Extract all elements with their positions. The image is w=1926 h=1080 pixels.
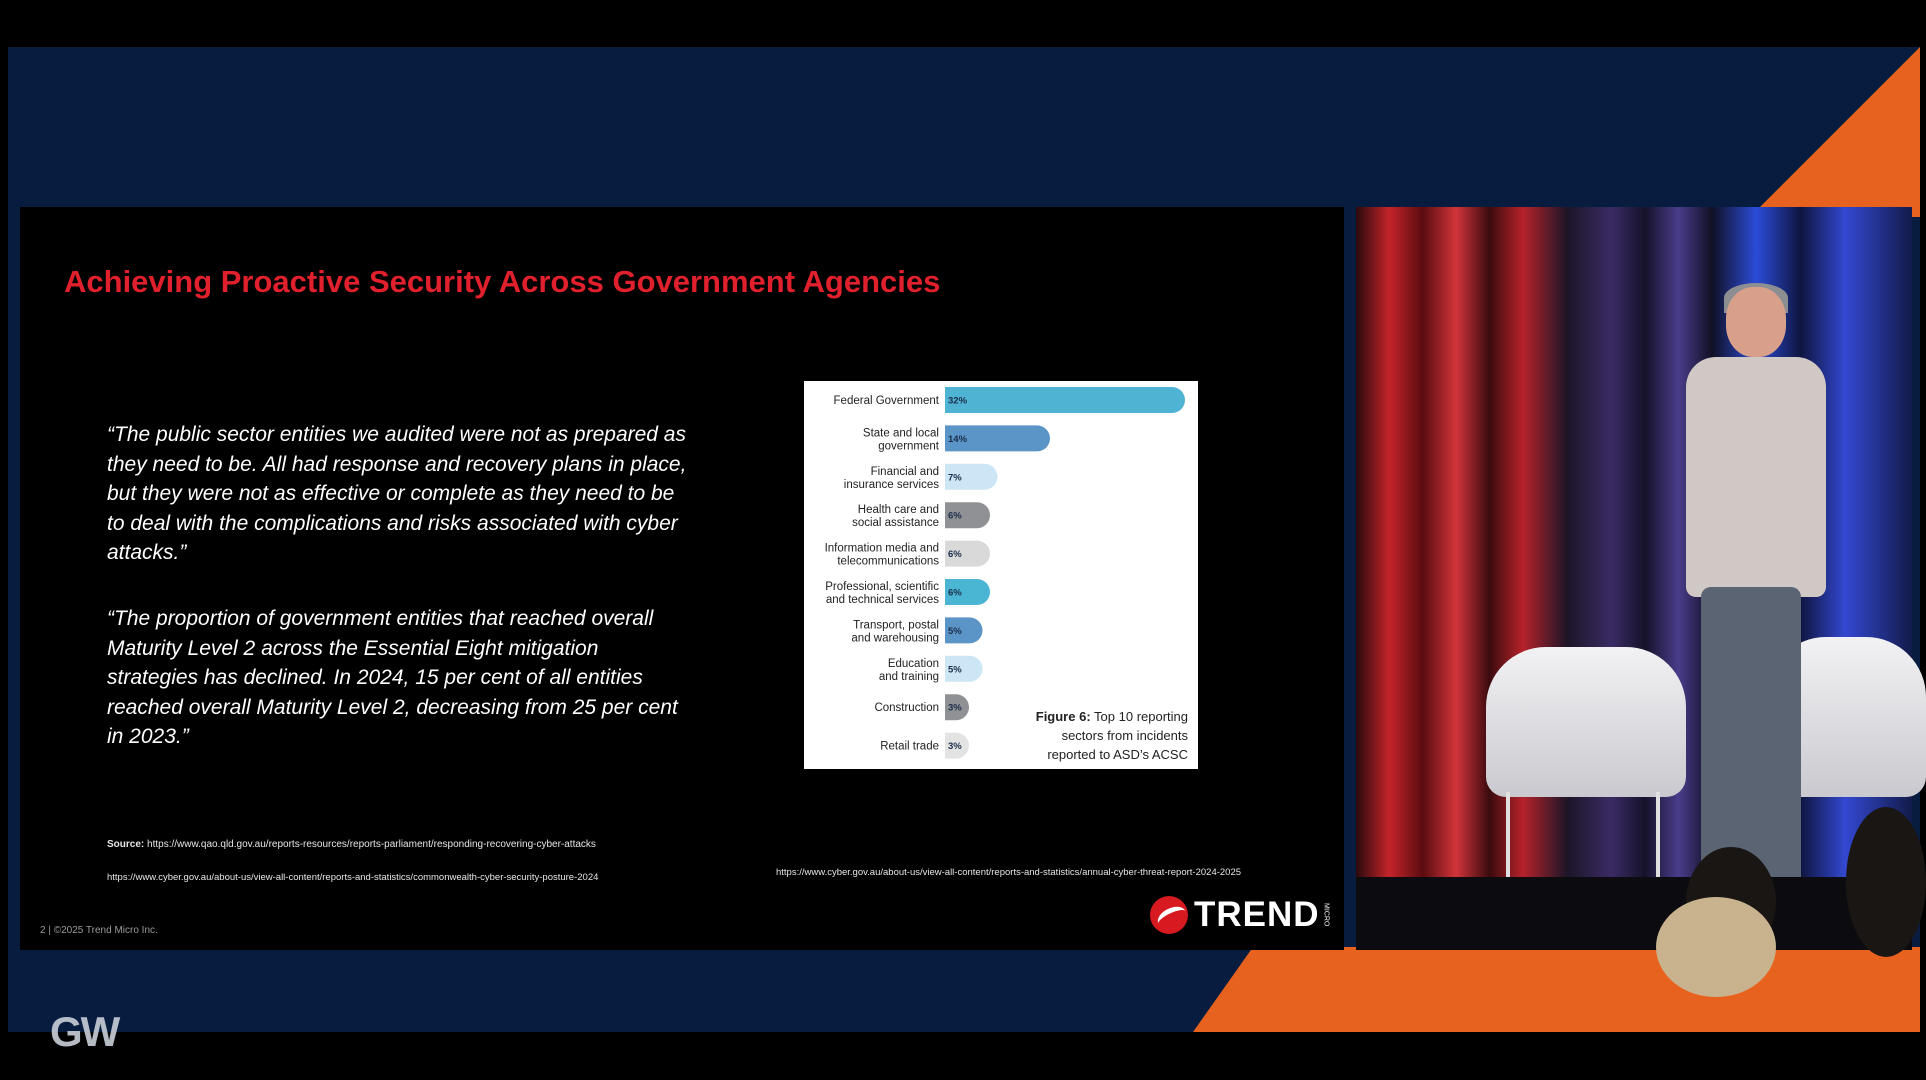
orange-accent-top <box>1750 47 1920 217</box>
quote-1: “The public sector entities we audited were not as prepared as they need to be. All had response and recovery plans in place, but they were not as effective or complete as they need to be to deal with the complications and risks associated with cyber attacks.” <box>107 423 687 564</box>
chart-value-label: 14% <box>948 433 968 445</box>
chart-value-label: 32% <box>948 395 968 407</box>
chart-value-label: 6% <box>948 510 962 522</box>
trend-logo-icon <box>1150 896 1188 934</box>
stage-floor <box>1356 877 1912 950</box>
quote-2: “The proportion of government entities that reached overall Maturity Level 2 across the Essential Eight mitigation strategies has declined. In 2024, 15 per cent of all entities reached overall Maturity Level 2, decreasing from 25 per cent in 2023.” <box>107 607 678 748</box>
audience-head-3 <box>1846 807 1926 957</box>
figure-caption-label: Figure 6: <box>1035 709 1091 724</box>
source-line-1 <box>107 839 596 850</box>
chart-bar <box>945 387 1185 413</box>
slide-title: Achieving Proactive Security Across Government Agencies <box>64 264 941 299</box>
chart-value-label: 5% <box>948 664 962 676</box>
chart-figure <box>804 381 1198 769</box>
chart-value-label: 5% <box>948 625 962 637</box>
chart-category-label: Retail trade <box>880 740 939 753</box>
orange-accent-bottom <box>1193 947 1920 1032</box>
chart-category-label: Financial and insurance services <box>843 465 939 491</box>
event-logo-partial: GW <box>50 1008 119 1055</box>
chart-category-label: State and local government <box>862 427 939 453</box>
figure-caption-line3: reported to ASD’s ACSC <box>1047 747 1188 762</box>
source-link-cyber-threat[interactable]: https://www.cyber.gov.au/about-us/view-all-content/reports-and-statistics/annual-cyber-threat-report-2024-2025 <box>776 867 1242 878</box>
chart-value-label: 6% <box>948 587 962 599</box>
chart-category-label: Federal Government <box>833 395 939 407</box>
logo-micro-text: MICRO <box>1322 903 1330 927</box>
figure-caption-line2: sectors from incidents <box>1061 728 1188 743</box>
chart-category-label: Health care and social assistance <box>852 504 939 530</box>
chart-category-label: Transport, postal and warehousing <box>851 619 939 645</box>
chart-category-label: Education and training <box>878 657 939 683</box>
logo-text: TREND <box>1194 895 1320 934</box>
source-link-qao[interactable]: https://www.qao.qld.gov.au/reports-resources/reports-parliament/responding-recovering-cyber-attacks <box>147 839 596 850</box>
speaker <box>1646 287 1846 887</box>
slide-footer: 2 | ©2025 Trend Micro Inc. <box>40 925 158 936</box>
speaker-video <box>1356 207 1912 950</box>
figure-caption-line1: Top 10 reporting <box>1094 709 1188 724</box>
chart-category-label: Information media and telecommunications <box>824 542 939 568</box>
source-label: Source: <box>107 839 145 850</box>
chart-value-label: 6% <box>948 549 962 561</box>
trend-micro-logo <box>1150 895 1330 935</box>
chart-value-label: 3% <box>948 702 962 714</box>
chart-category-label: Construction <box>874 702 939 715</box>
source-link-cyber-posture[interactable]: https://www.cyber.gov.au/about-us/view-all-content/reports-and-statistics/commonwealth-cyber-security-posture-2024 <box>107 872 599 883</box>
chart-value-label: 3% <box>948 741 962 753</box>
presentation-slide <box>20 207 1344 950</box>
chart-value-label: 7% <box>948 472 962 484</box>
figure-caption <box>1036 707 1188 764</box>
chart-category-label: Professional, scientific and technical services <box>825 581 939 606</box>
audience-head-2 <box>1656 897 1776 997</box>
